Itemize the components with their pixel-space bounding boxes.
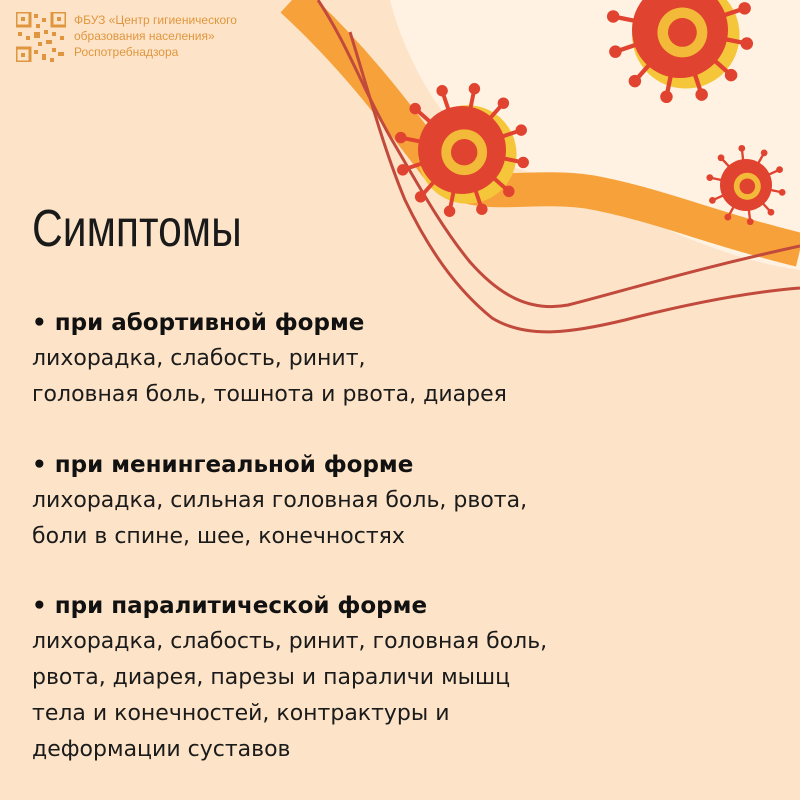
organization-line: ФБУЗ «Центр гигиенического xyxy=(74,13,237,27)
description-line: рвота, диарея, парезы и параличи мышц xyxy=(32,665,511,690)
description-line: лихорадка, сильная головная боль, рвота, xyxy=(32,488,528,513)
section-heading xyxy=(32,447,752,483)
symptom-section-abortive xyxy=(32,305,752,413)
organization-line: Роспотребнадзора xyxy=(74,45,179,59)
page-title: Симптомы xyxy=(32,200,242,258)
section-heading-text: при паралитической форме xyxy=(54,593,428,619)
description-line: головная боль, тошнота и рвота, диарея xyxy=(32,382,507,407)
section-description xyxy=(32,483,752,555)
description-line: деформации суставов xyxy=(32,737,291,762)
organization-name xyxy=(74,12,237,60)
header xyxy=(16,12,237,62)
description-line: тела и конечностей, контрактуры и xyxy=(32,701,450,726)
qr-code-icon xyxy=(16,12,66,62)
bullet: • xyxy=(32,593,47,619)
section-heading-text: при менингеальной форме xyxy=(54,452,414,478)
section-heading-text: при абортивной форме xyxy=(54,310,365,336)
description-line: боли в спине, шее, конечностях xyxy=(32,524,405,549)
bullet: • xyxy=(32,452,47,478)
section-description xyxy=(32,624,752,768)
section-heading xyxy=(32,305,752,341)
organization-line: образования населения» xyxy=(74,29,215,43)
section-description xyxy=(32,341,752,413)
symptom-section-meningeal xyxy=(32,447,752,555)
section-heading xyxy=(32,588,752,624)
symptom-section-paralytic xyxy=(32,588,752,768)
bullet: • xyxy=(32,310,47,336)
description-line: лихорадка, слабость, ринит, головная боль, xyxy=(32,629,548,654)
description-line: лихорадка, слабость, ринит, xyxy=(32,346,366,371)
